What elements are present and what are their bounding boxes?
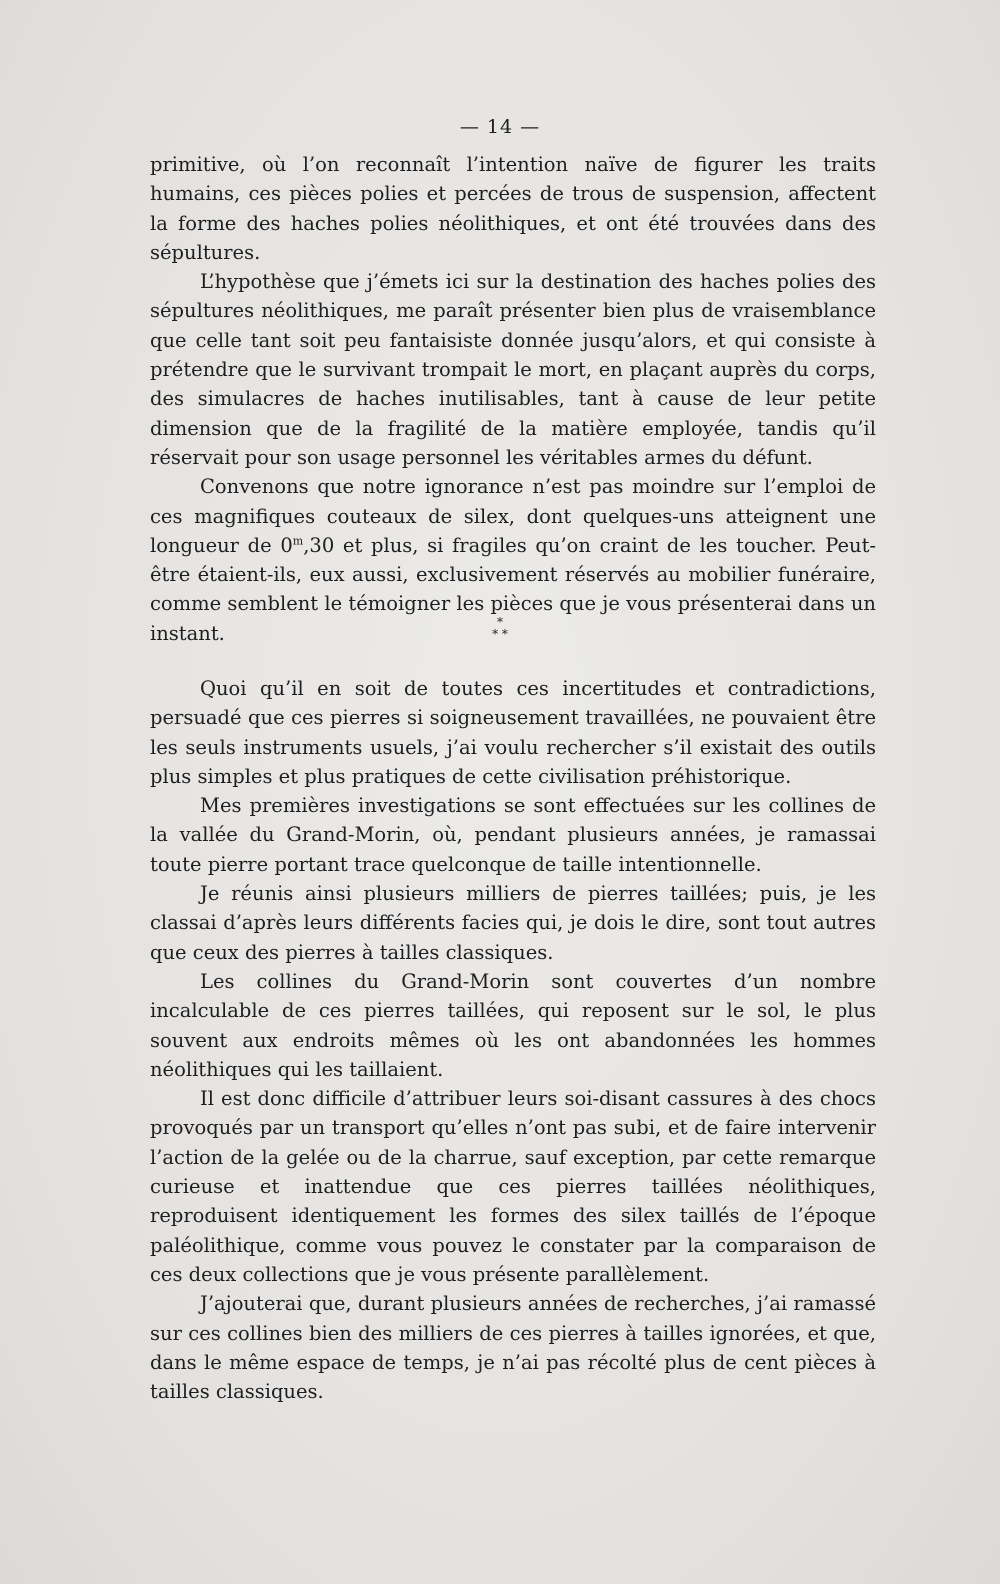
asterism-top: * — [497, 615, 503, 629]
paragraph: primitive, où l’on reconnaît l’intention naïve de figurer les traits humains, ces pièces polies et percées de trous de suspension, affectent la forme des haches polies néolithiques, et ont été trouvées dans des sépultures. — [150, 153, 876, 264]
paragraph: L’hypothèse que j’émets ici sur la destination des haches polies des sépultures néolithiques, me paraît présenter bien plus de vraisemblance que celle tant soit peu fantaisiste donnée jusqu’alors, et qui consiste à prétendre que le survivant trompait le mort, en plaçant auprès du corps, des simulacres de haches inutilisables, tant à cause de leur petite dimension que de la fragilité de la matière employée, tandis qu’il réservait pour son usage personnel les véritables armes du défunt. — [150, 270, 876, 469]
page-number: — 14 — — [459, 116, 541, 138]
asterism-bottom: * * — [492, 627, 508, 641]
paragraph: Convenons que notre ignorance n’est pas moindre sur l’emploi de ces magnifiques couteaux de silex, dont quelques-uns atteignent une longueur de 0$^m$,30 et plus, si fragiles qu’on craint de les toucher. Peut-être étaient-ils, eux aussi, exclusivement réservés au mobilier funéraire, comme semblent le témoigner les pièces que je vous présenterai dans un instant. — [150, 475, 876, 645]
paragraph: Je réunis ainsi plusieurs milliers de pierres taillées; puis, je les classai d’après leurs différents facies qui, je dois le dire, sont tout autres que ceux des pierres à tailles classiques. — [150, 882, 876, 964]
paragraph: Il est donc difficile d’attribuer leurs soi-disant cassures à des chocs provoqués par un transport qu’elles n’ont pas subi, et de faire intervenir l’action de la gelée ou de la charrue, sauf exception, par cette remarque curieuse et inattendue que ces pierres taillées néolithiques, reproduisent identiquement les formes des silex taillés de l’époque paléolithique, comme vous pouvez le constater par la comparaison de ces deux collections que je vous présente parallèlement. — [150, 1087, 876, 1286]
paragraph: J’ajouterai que, durant plusieurs années de recherches, j’ai ramassé sur ces collines bien des milliers de ces pierres à tailles ignorées, et que, dans le même espace de temps, je n’ai pas récolté plus de cent pièces à tailles classiques. — [150, 1292, 876, 1404]
text-section-2 — [150, 674, 876, 1406]
text-section-1 — [150, 150, 876, 648]
asterism-ornament — [0, 616, 1000, 640]
paragraph: Quoi qu’il en soit de toutes ces incertitudes et contradictions, persuadé que ces pierres si soigneusement travaillées, ne pouvaient être les seuls instruments usuels, j’ai voulu rechercher s’il existait des outils plus simples et plus pratiques de cette civilisation préhistorique. — [150, 677, 876, 788]
paragraph: Les collines du Grand-Morin sont couvertes d’un nombre incalculable de ces pierres taillées, qui reposent sur le sol, le plus souvent aux endroits mêmes où les ont abandonnées les hommes néolithiques qui les taillaient. — [150, 969, 876, 1081]
paragraph: Mes premières investigations se sont effectuées sur les collines de la vallée du Grand-Morin, où, pendant plusieurs années, je ramassai toute pierre portant trace quelconque de taille intentionnelle. — [150, 794, 876, 876]
